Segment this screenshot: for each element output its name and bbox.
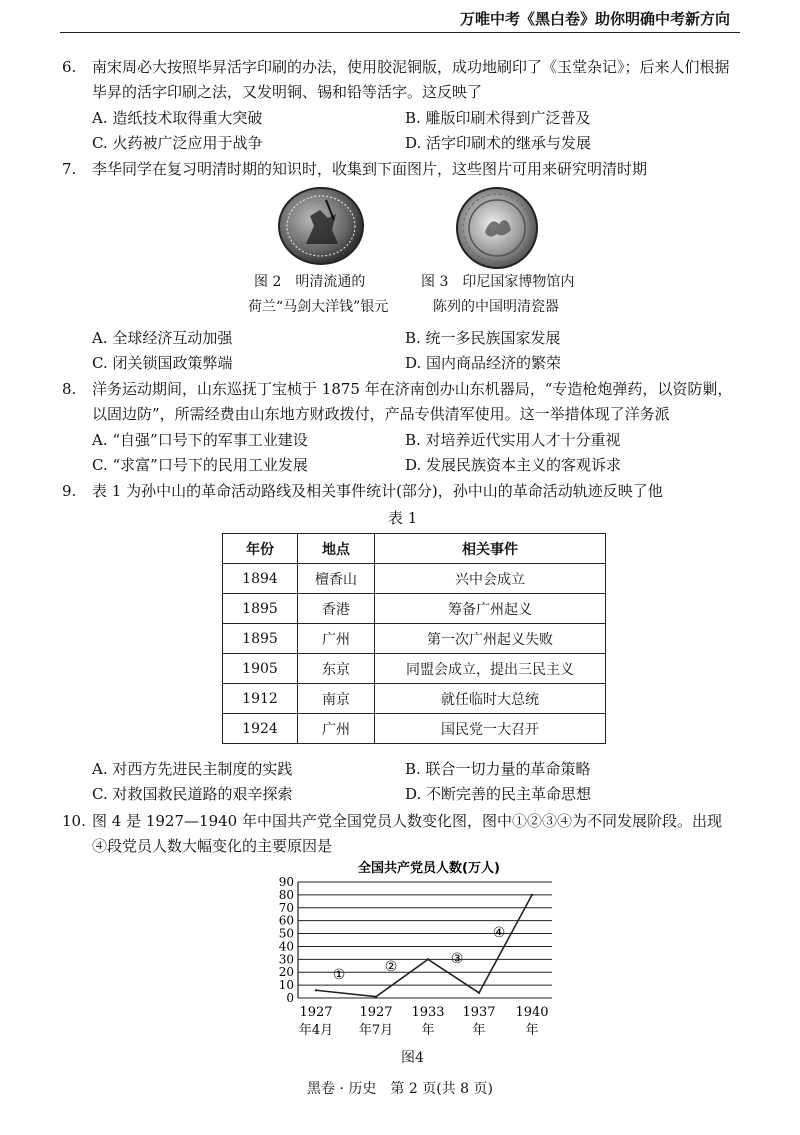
dutch-silver-coin-image xyxy=(276,186,366,266)
q7-option-d[interactable]: D. 国内商品经济的繁荣 xyxy=(405,354,562,372)
segment-label: ② xyxy=(384,959,398,975)
q6-stem-line2: 毕昇的活字印刷之法，又发明铜、锡和铅等活字。这反映了 xyxy=(92,83,483,101)
segment-label: ④ xyxy=(492,925,506,941)
q10-number: 10. xyxy=(62,812,86,830)
cell-event: 就任临时大总统 xyxy=(375,684,606,714)
cell-year: 1905 xyxy=(223,654,298,684)
fig3-caption-line1: 图 3 印尼国家博物馆内 xyxy=(421,274,575,290)
cell-place: 檀香山 xyxy=(298,564,375,594)
table-row xyxy=(223,654,606,684)
y-tick-label: 50 xyxy=(278,926,294,941)
column-header-place: 地点 xyxy=(298,534,375,564)
table-1 xyxy=(222,533,606,744)
y-tick-label: 10 xyxy=(278,978,294,993)
x-tick-label: 1940 xyxy=(515,1005,549,1020)
data-point xyxy=(531,894,533,896)
q7-option-a[interactable]: A. 全球经济互动加强 xyxy=(92,329,233,347)
q8-stem-line2: 以固边防”，所需经费由山东地方财政拨付，产品专供清军使用。这一举措体现了洋务派 xyxy=(92,405,670,423)
column-header-year: 年份 xyxy=(223,534,298,564)
table-row xyxy=(223,684,606,714)
table-row xyxy=(223,714,606,744)
cell-year: 1924 xyxy=(223,714,298,744)
cell-year: 1895 xyxy=(223,624,298,654)
q6-stem-line1: 南宋周必大按照毕昇活字印刷的办法，使用胶泥铜版，成功地刷印了《玉堂杂记》；后来人们根据 xyxy=(92,58,730,76)
header-slogan: 万唯中考《黑白卷》助你明确中考新方向 xyxy=(459,10,730,28)
cell-year: 1912 xyxy=(223,684,298,714)
q8-option-d[interactable]: D. 发展民族资本主义的客观诉求 xyxy=(405,456,622,474)
segment-label: ③ xyxy=(450,951,464,967)
cell-event: 国民党一大召开 xyxy=(375,714,606,744)
table-1-title: 表 1 xyxy=(388,509,418,527)
cell-event: 第一次广州起义失败 xyxy=(375,624,606,654)
party-membership-chart xyxy=(260,858,570,1050)
q7-stem-line1: 李华同学在复习明清时期的知识时，收集到下面图片，这些图片可用来研究明清时期 xyxy=(92,160,648,178)
table-row xyxy=(223,624,606,654)
q7-number: 7. xyxy=(62,160,77,178)
q9-option-c[interactable]: C. 对救国救民道路的艰辛探索 xyxy=(92,785,293,803)
q6-option-d[interactable]: D. 活字印刷术的继承与发展 xyxy=(405,134,592,152)
cell-event: 兴中会成立 xyxy=(375,564,606,594)
q7-option-b[interactable]: B. 统一多民族国家发展 xyxy=(405,329,561,347)
figure-4-caption: 图4 xyxy=(401,1050,424,1066)
data-point xyxy=(375,996,377,998)
x-tick-label: 1927 xyxy=(299,1005,333,1020)
cell-place: 广州 xyxy=(298,624,375,654)
cell-place: 东京 xyxy=(298,654,375,684)
y-tick-label: 40 xyxy=(278,939,294,954)
x-tick-label: 年7月 xyxy=(358,1023,394,1038)
x-tick-label: 年 xyxy=(525,1023,539,1038)
q6-number: 6. xyxy=(62,58,77,76)
q9-option-a[interactable]: A. 对西方先进民主制度的实践 xyxy=(92,760,293,778)
y-tick-label: 70 xyxy=(278,900,294,915)
table-header-row xyxy=(223,534,606,564)
q8-stem-line1: 洋务运动期间，山东巡抚丁宝桢于 1875 年在济南创办山东机器局，“专造枪炮弹药，以资防剿， xyxy=(92,380,733,398)
y-tick-label: 20 xyxy=(278,965,294,980)
fig2-caption-line1: 图 2 明清流通的 xyxy=(254,274,366,290)
data-point xyxy=(427,958,429,960)
cell-event: 筹备广州起义 xyxy=(375,594,606,624)
q9-stem-line1: 表 1 为孙中山的革命活动路线及相关事件统计(部分)，孙中山的革命活动轨迹反映了他 xyxy=(92,482,663,500)
q6-option-a[interactable]: A. 造纸技术取得重大突破 xyxy=(92,109,263,127)
q9-option-d[interactable]: D. 不断完善的民主革命思想 xyxy=(405,785,592,803)
chart-title: 全国共产党员人数(万人) xyxy=(358,861,500,876)
data-point xyxy=(478,992,480,994)
fig3-caption-line2: 陈列的中国明清瓷器 xyxy=(433,299,559,315)
y-tick-label: 30 xyxy=(278,952,294,967)
q10-stem-line2: ④段党员人数大幅变化的主要原因是 xyxy=(92,837,333,855)
q9-number: 9. xyxy=(62,482,77,500)
cell-year: 1894 xyxy=(223,564,298,594)
x-tick-label: 1927 xyxy=(359,1005,393,1020)
fig2-caption-line2: 荷兰“马剑大洋钱”银元 xyxy=(248,299,389,315)
y-tick-label: 0 xyxy=(286,991,294,1005)
q8-option-b[interactable]: B. 对培养近代实用人才十分重视 xyxy=(405,431,621,449)
x-tick-label: 年 xyxy=(421,1023,435,1038)
q8-number: 8. xyxy=(62,380,77,398)
x-tick-label: 1933 xyxy=(411,1005,445,1020)
table-row xyxy=(223,594,606,624)
x-tick-label: 年 xyxy=(472,1023,486,1038)
y-tick-label: 80 xyxy=(278,887,294,902)
table-row xyxy=(223,564,606,594)
q6-option-c[interactable]: C. 火药被广泛应用于战争 xyxy=(92,134,263,152)
cell-place: 香港 xyxy=(298,594,375,624)
x-tick-label: 1937 xyxy=(462,1005,496,1020)
cell-place: 广州 xyxy=(298,714,375,744)
column-header-event: 相关事件 xyxy=(375,534,606,564)
q7-option-c[interactable]: C. 闭关锁国政策弊端 xyxy=(92,354,233,372)
q8-option-a[interactable]: A. “自强”口号下的军事工业建设 xyxy=(92,431,308,449)
y-tick-label: 60 xyxy=(278,913,294,928)
q6-option-b[interactable]: B. 雕版印刷术得到广泛普及 xyxy=(405,109,591,127)
segment-label: ① xyxy=(332,967,346,983)
cell-year: 1895 xyxy=(223,594,298,624)
cell-event: 同盟会成立，提出三民主义 xyxy=(375,654,606,684)
cell-place: 南京 xyxy=(298,684,375,714)
y-tick-label: 90 xyxy=(278,875,294,889)
x-tick-label: 年4月 xyxy=(298,1023,334,1038)
ming-qing-porcelain-image xyxy=(455,186,539,270)
q10-stem-line1: 图 4 是 1927—1940 年中国共产党全国党员人数变化图，图中①②③④为不同发展阶段。出现 xyxy=(92,812,722,830)
series-line xyxy=(316,895,532,997)
header-rule xyxy=(60,32,740,33)
q8-option-c[interactable]: C. “求富”口号下的民用工业发展 xyxy=(92,456,308,474)
q9-option-b[interactable]: B. 联合一切力量的革命策略 xyxy=(405,760,591,778)
data-point xyxy=(315,989,317,991)
page-footer: 黑卷 · 历史 第 2 页(共 8 页) xyxy=(307,1081,493,1097)
